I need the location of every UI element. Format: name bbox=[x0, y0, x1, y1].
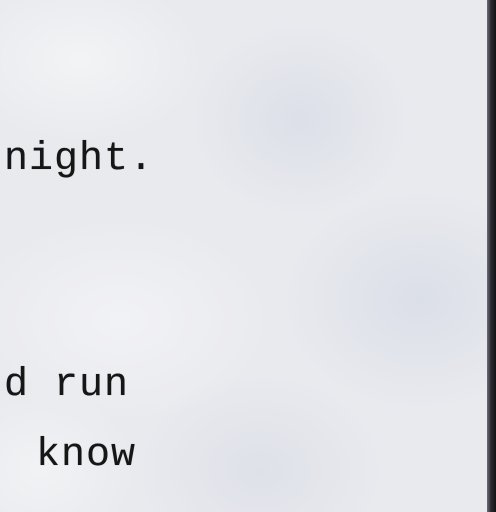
text-line: night. bbox=[4, 137, 155, 182]
text-line: d run bbox=[4, 363, 130, 408]
page-edge-shadow bbox=[487, 0, 496, 512]
text-line: know bbox=[36, 433, 137, 478]
